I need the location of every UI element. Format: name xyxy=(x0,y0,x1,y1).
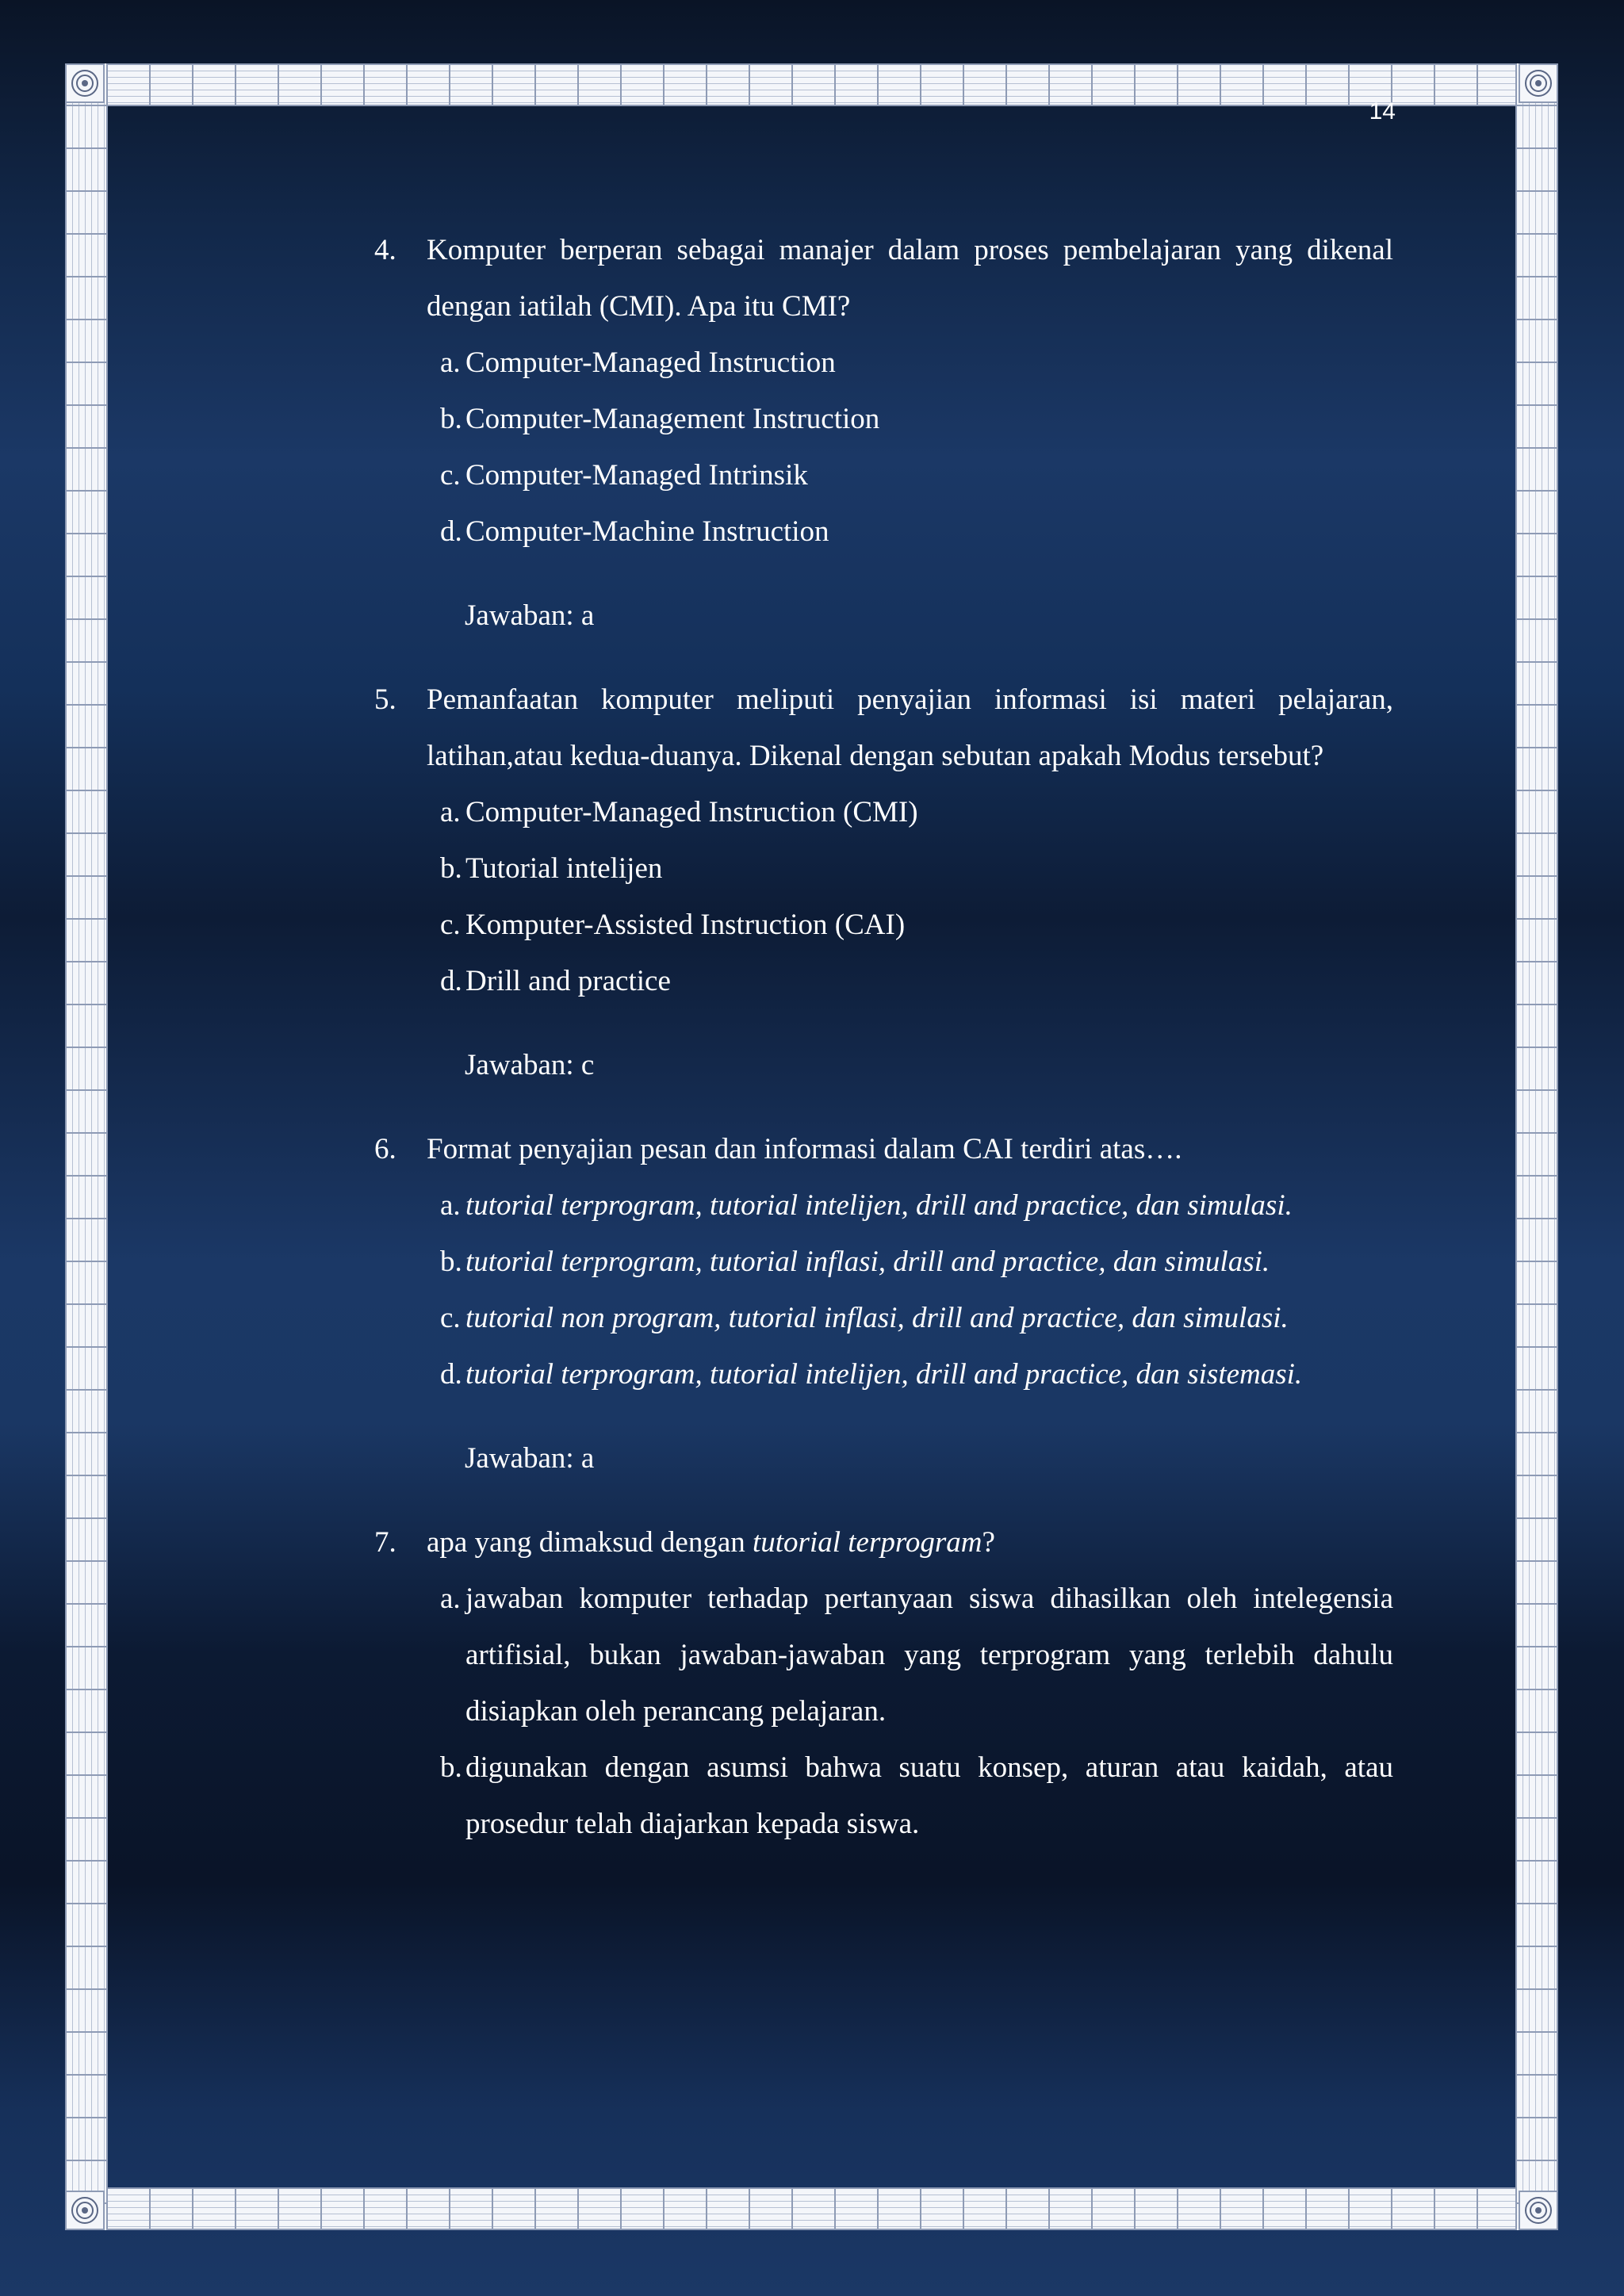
question-number: 5. xyxy=(374,683,396,716)
option-text: tutorial terprogram, tutorial intelijen, drill and practice, dan simulasi. xyxy=(465,1189,1293,1222)
answer-key: Jawaban: a xyxy=(465,1442,595,1475)
question-number: 6. xyxy=(374,1133,396,1165)
question-text: Pemanfaatan komputer meliputi penyajian informasi isi materi pelajaran, latihan,atau kedua-duanya. Dikenal dengan sebutan apakah Modus tersebut? xyxy=(427,683,1393,772)
option-item xyxy=(440,784,1393,840)
question-text-emphasis: tutorial terprogram xyxy=(753,1526,982,1559)
question-number: 7. xyxy=(374,1526,396,1559)
option-letter: b. xyxy=(440,852,462,885)
page-number: 14 xyxy=(1369,98,1396,124)
option-item xyxy=(440,840,1393,897)
option-item xyxy=(440,1346,1393,1402)
option-letter: b. xyxy=(440,403,462,435)
option-text: Computer-Management Instruction xyxy=(465,403,880,435)
option-item xyxy=(440,953,1393,1009)
corner-ornament-icon xyxy=(1519,63,1558,103)
option-item xyxy=(440,1571,1393,1739)
border-top xyxy=(65,63,1558,106)
answer-key: Jawaban: c xyxy=(465,1049,595,1081)
corner-ornament-icon xyxy=(65,63,105,103)
option-letter: a. xyxy=(440,1189,461,1222)
question-text-part: apa yang dimaksud dengan xyxy=(427,1526,753,1559)
option-letter: a. xyxy=(440,346,461,379)
question-4 xyxy=(374,222,1393,335)
option-letter: d. xyxy=(440,1358,462,1391)
option-text: Tutorial intelijen xyxy=(465,852,663,885)
question-text: Komputer berperan sebagai manajer dalam proses pembelajaran yang dikenal dengan iatilah (CMI). Apa itu CMI? xyxy=(427,234,1393,323)
option-text: tutorial terprogram, tutorial inflasi, drill and practice, dan simulasi. xyxy=(465,1246,1270,1278)
option-letter: c. xyxy=(440,459,461,492)
option-text: tutorial terprogram, tutorial intelijen, drill and practice, dan sistemasi. xyxy=(465,1358,1303,1391)
option-letter: b. xyxy=(440,1751,462,1784)
option-item xyxy=(440,391,1393,447)
question-text-part: ? xyxy=(982,1526,995,1559)
answer-key: Jawaban: a xyxy=(465,599,595,632)
option-item xyxy=(440,447,1393,503)
option-item xyxy=(440,1290,1393,1346)
option-text: jawaban komputer terhadap pertanyaan siswa dihasilkan oleh intelegensia artifisial, bukan jawaban-jawaban yang terprogram yang terlebih dahulu disiapkan oleh perancang pelajaran. xyxy=(465,1582,1393,1728)
option-item xyxy=(440,503,1393,560)
option-letter: c. xyxy=(440,909,461,941)
question-7 xyxy=(374,1514,1393,1571)
border-right xyxy=(1515,63,1558,2230)
option-letter: d. xyxy=(440,965,462,997)
option-text: Computer-Managed Intrinsik xyxy=(465,459,808,492)
corner-ornament-icon xyxy=(1519,2191,1558,2230)
option-text: Drill and practice xyxy=(465,965,671,997)
question-number: 4. xyxy=(374,234,396,266)
option-item xyxy=(440,897,1393,953)
option-text: digunakan dengan asumsi bahwa suatu konsep, aturan atau kaidah, atau prosedur telah diajarkan kepada siswa. xyxy=(465,1751,1393,1840)
option-item xyxy=(440,1234,1393,1290)
option-letter: a. xyxy=(440,796,461,828)
option-text: tutorial non program, tutorial inflasi, drill and practice, dan simulasi. xyxy=(465,1302,1289,1334)
option-text: Komputer-Assisted Instruction (CAI) xyxy=(465,909,906,941)
option-item xyxy=(440,1177,1393,1234)
option-text: Computer-Machine Instruction xyxy=(465,515,829,548)
option-letter: b. xyxy=(440,1246,462,1278)
option-letter: d. xyxy=(440,515,462,548)
border-bottom xyxy=(65,2187,1558,2230)
corner-ornament-icon xyxy=(65,2191,105,2230)
option-letter: a. xyxy=(440,1582,461,1615)
question-5 xyxy=(374,672,1393,784)
question-text: Format penyajian pesan dan informasi dalam CAI terdiri atas…. xyxy=(427,1133,1182,1165)
question-6 xyxy=(374,1121,1393,1177)
question-text xyxy=(427,1514,1393,1571)
quiz-content xyxy=(374,222,1393,1852)
option-item xyxy=(440,1739,1393,1852)
option-text: Computer-Managed Instruction xyxy=(465,346,836,379)
option-letter: c. xyxy=(440,1302,461,1334)
border-left xyxy=(65,63,108,2230)
option-item xyxy=(440,335,1393,391)
option-text: Computer-Managed Instruction (CMI) xyxy=(465,796,918,828)
